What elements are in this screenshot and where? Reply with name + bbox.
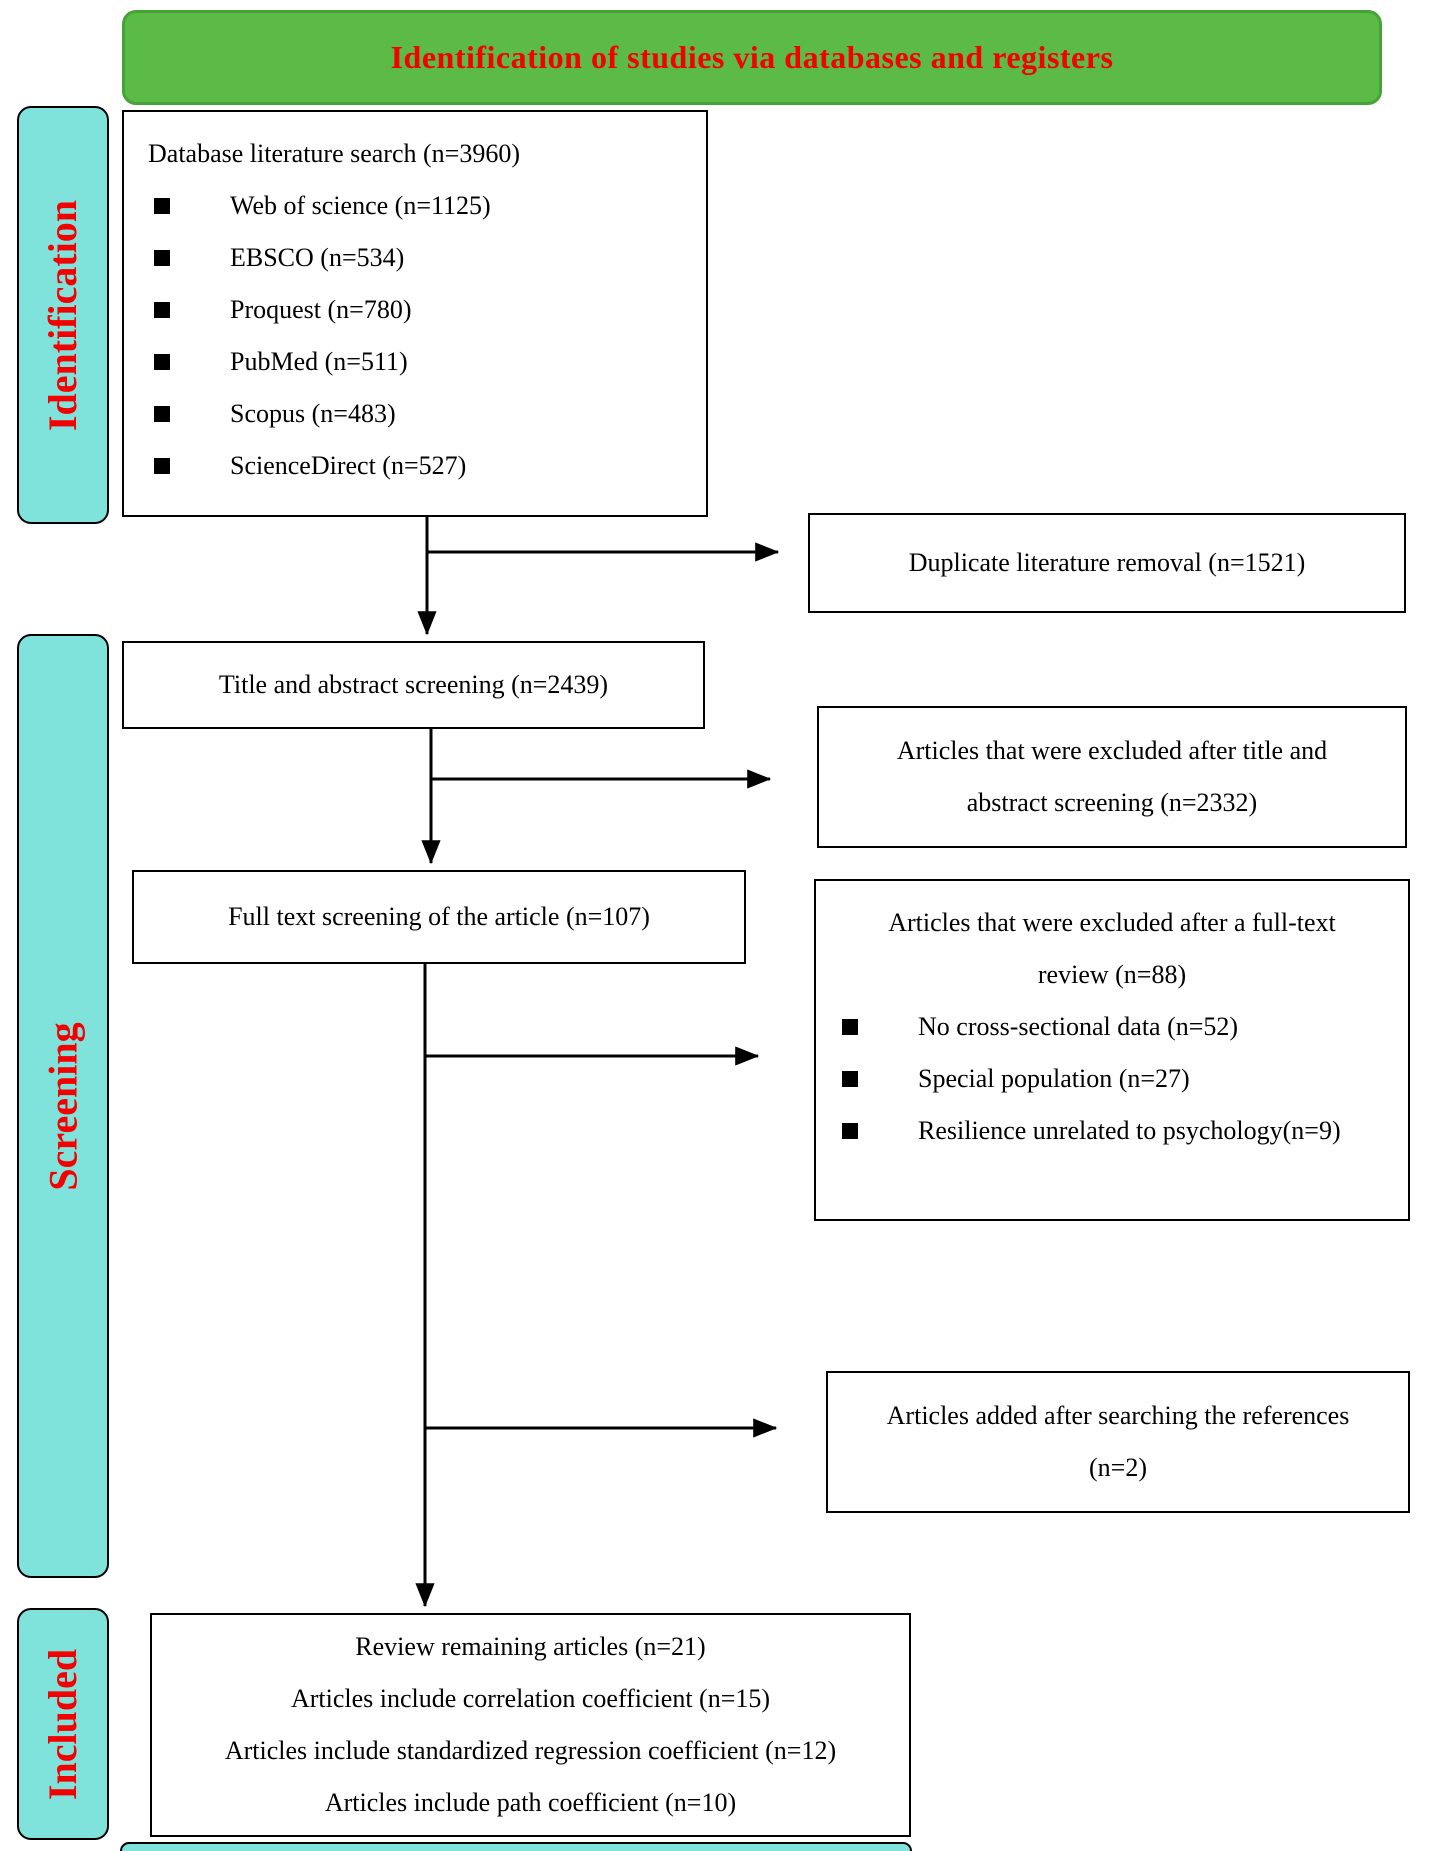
box-excluded-title-abstract [817,706,1407,848]
excluded-reason-item [836,1053,1388,1105]
bullet-square-icon [842,1071,858,1087]
database-search-title: Database literature search (n=3960) [148,139,520,168]
database-item-text: Web of science (n=1125) [230,191,491,220]
database-item [148,336,682,388]
database-item [148,284,682,336]
box-title-abstract-screening [122,641,705,729]
bullet-square-icon [842,1019,858,1035]
references-added-line2: (n=2) [1089,1453,1147,1482]
box-references-added [826,1371,1410,1513]
database-item [148,440,682,492]
database-item [148,388,682,440]
box-duplicate-removal [808,513,1406,613]
title-abstract-screening-text: Title and abstract screening (n=2439) [218,670,609,699]
box-database-search [122,110,708,517]
full-text-screening-text: Full text screening of the article (n=107) [228,902,650,931]
stage-label-identification: Identification [40,199,86,431]
bullet-square-icon [154,406,170,422]
bullet-square-icon [154,198,170,214]
database-item-text: Proquest (n=780) [230,295,412,324]
bullet-square-icon [842,1123,858,1139]
bullet-square-icon [154,354,170,370]
stage-bar-screening [17,634,109,1578]
excluded-full-text-title-line2: review (n=88) [1037,960,1187,989]
box-excluded-full-text [814,879,1410,1221]
excluded-reason-text: Special population (n=27) [918,1064,1190,1093]
excluded-reason-item [836,1001,1388,1053]
database-item [148,232,682,284]
stage-bar-identification [17,106,109,524]
database-item-text: ScienceDirect (n=527) [230,451,467,480]
bullet-square-icon [154,250,170,266]
database-item-text: EBSCO (n=534) [230,243,405,272]
references-added-line1: Articles added after searching the references [886,1401,1350,1430]
bullet-square-icon [154,458,170,474]
excluded-reason-item [836,1105,1388,1157]
duplicate-removal-text: Duplicate literature removal (n=1521) [908,548,1306,577]
diagram-title: Identification of studies via databases and registers [390,39,1114,75]
excluded-full-text-list [836,1001,1388,1157]
excluded-full-text-title-line1: Articles that were excluded after a full-text [888,908,1336,937]
database-item-text: Scopus (n=483) [230,399,396,428]
final-review-line3: Articles include standardized regression coefficient (n=12) [224,1736,837,1765]
final-review-line4: Articles include path coefficient (n=10) [324,1788,737,1817]
database-item-text: PubMed (n=511) [230,347,408,376]
database-item [148,180,682,232]
stage-label-screening: Screening [40,1021,86,1191]
excluded-title-abstract-line1: Articles that were excluded after title and [896,736,1328,765]
box-full-text-screening [132,870,746,964]
final-review-line1: Review remaining articles (n=21) [355,1632,706,1661]
stage-bar-included [17,1608,109,1840]
diagram-header [122,10,1382,105]
bullet-square-icon [154,302,170,318]
excluded-reason-text: Resilience unrelated to psychology(n=9) [918,1116,1341,1145]
box-final-review [150,1613,911,1837]
final-review-line2: Articles include correlation coefficient (n=15) [290,1684,771,1713]
excluded-reason-text: No cross-sectional data (n=52) [918,1012,1239,1041]
database-list [148,180,682,492]
stage-label-included: Included [40,1648,86,1800]
excluded-title-abstract-line2: abstract screening (n=2332) [966,788,1258,817]
bottom-strip [120,1842,912,1851]
